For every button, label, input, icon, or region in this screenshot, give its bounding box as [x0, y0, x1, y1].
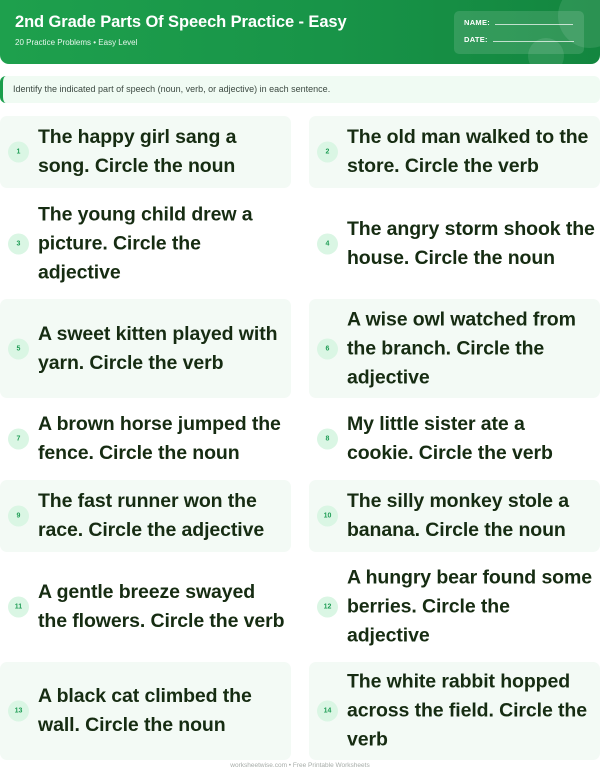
problem-number-badge: 14 [317, 701, 338, 722]
problem-card [309, 299, 600, 398]
problem-number-badge: 2 [317, 142, 338, 163]
problem-number-badge: 3 [8, 234, 29, 255]
problem-number-badge: 7 [8, 429, 29, 450]
problem-card [0, 116, 291, 188]
problem-card [0, 560, 291, 654]
name-blank-line [495, 24, 573, 25]
problem-card [0, 662, 291, 760]
problem-text: A sweet kitten played with yarn. Circle the verb [38, 322, 278, 374]
problem-number-badge: 9 [8, 506, 29, 527]
name-label: NAME: [464, 18, 491, 27]
instructions-bar: Identify the indicated part of speech (noun, verb, or adjective) in each sentence. [0, 76, 600, 103]
page-subtitle: 20 Practice Problems • Easy Level [15, 38, 138, 47]
problem-text: My little sister ate a cookie. Circle the verb [347, 413, 553, 464]
problem-text: The angry storm shook the house. Circle the noun [347, 218, 595, 269]
footer-credit: worksheetwise.com • Free Printable Worksheets [230, 762, 370, 769]
problem-text: A gentle breeze swayed the flowers. Circle the verb [38, 581, 285, 632]
problem-number-badge: 6 [317, 338, 338, 359]
problem-text: The happy girl sang a song. Circle the noun [38, 126, 237, 177]
problem-text: A black cat climbed the wall. Circle the noun [38, 685, 252, 736]
problem-number-badge: 5 [8, 338, 29, 359]
problem-text: The fast runner won the race. Circle the adjective [38, 490, 265, 541]
problem-card [309, 116, 600, 188]
problem-card [309, 662, 600, 760]
problem-text: The old man walked to the store. Circle the verb [347, 126, 589, 177]
problem-number-badge: 8 [317, 429, 338, 450]
page-title: 2nd Grade Parts Of Speech Practice - Easy [15, 13, 347, 31]
date-blank-line [493, 41, 574, 42]
problem-card [309, 406, 600, 472]
problem-number-badge: 12 [317, 597, 338, 618]
problem-text: The white rabbit hopped across the field. Circle the verb [347, 670, 587, 751]
name-field[interactable] [464, 18, 573, 27]
problem-text: A brown horse jumped the fence. Circle the noun [38, 413, 281, 464]
date-field[interactable] [464, 35, 574, 44]
problem-card [309, 480, 600, 552]
problem-number-badge: 11 [8, 597, 29, 618]
name-date-box [454, 11, 584, 54]
problem-number-badge: 13 [8, 701, 29, 722]
problem-text: The silly monkey stole a banana. Circle the noun [347, 490, 569, 541]
problem-number-badge: 1 [8, 142, 29, 163]
worksheet-header [0, 0, 600, 64]
problem-card [0, 480, 291, 552]
problem-number-badge: 10 [317, 506, 338, 527]
problem-number-badge: 4 [317, 234, 338, 255]
problem-card [309, 197, 600, 291]
date-label: DATE: [464, 35, 488, 44]
problem-text: The young child drew a picture. Circle the adjective [38, 203, 253, 284]
problem-card [0, 197, 291, 291]
problem-card [0, 299, 291, 398]
problem-card [309, 560, 600, 654]
problem-text: A wise owl watched from the branch. Circle the adjective [347, 308, 576, 388]
problem-text: A hungry bear found some berries. Circle the adjective [347, 566, 592, 647]
problem-card [0, 406, 291, 472]
